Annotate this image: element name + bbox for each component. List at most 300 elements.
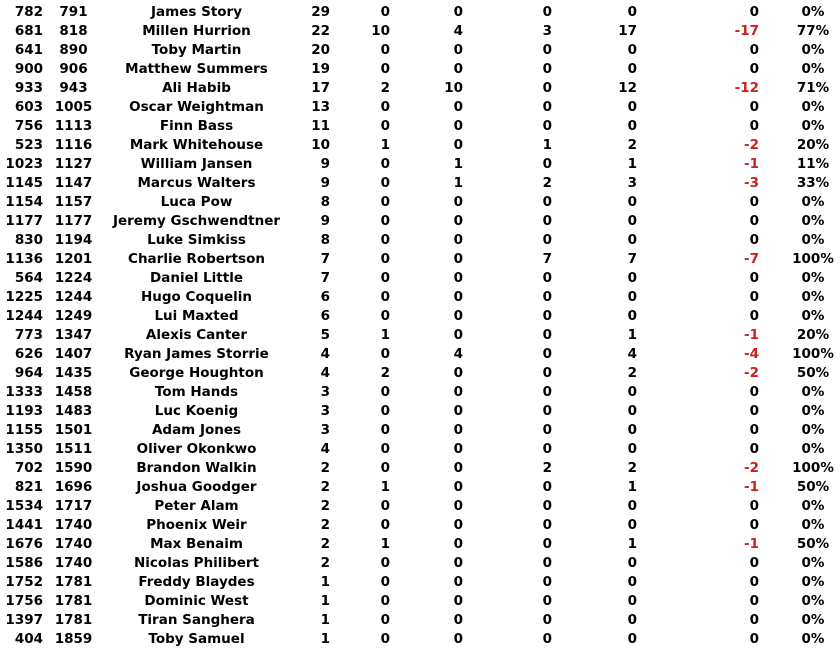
table-cell-value-1: 13 xyxy=(311,99,330,115)
table-cell-value-4: 2 xyxy=(542,460,552,476)
table-cell-delta: 0 xyxy=(749,4,759,20)
table-cell-value-4: 0 xyxy=(542,4,552,20)
table-cell-player-name: Adam Jones xyxy=(151,422,242,438)
table-cell-player-name: Alexis Canter xyxy=(145,327,248,343)
table-cell-delta: 0 xyxy=(749,289,759,305)
table-cell-value-3: 0 xyxy=(453,118,463,134)
table-cell-delta: -1 xyxy=(744,479,759,495)
table-cell-id: 641 xyxy=(14,42,43,58)
table-cell-value-2: 2 xyxy=(380,365,390,381)
table-cell-value-5: 1 xyxy=(627,536,637,552)
table-cell-value-3: 0 xyxy=(453,42,463,58)
table-cell-value-3: 0 xyxy=(453,137,463,153)
table-cell-value-1: 1 xyxy=(320,574,330,590)
table-cell-id: 1244 xyxy=(5,308,43,324)
table-cell-percentage: 100% xyxy=(792,251,834,267)
table-cell-percentage: 20% xyxy=(796,327,830,343)
table-cell-rank: 1483 xyxy=(54,403,93,419)
table-cell-id: 1023 xyxy=(5,156,43,172)
table-cell-value-1: 9 xyxy=(320,213,330,229)
table-row xyxy=(0,554,840,573)
table-cell-value-3: 0 xyxy=(453,4,463,20)
table-row xyxy=(0,212,840,231)
table-cell-rank: 906 xyxy=(59,61,88,77)
table-cell-id: 702 xyxy=(14,460,43,476)
table-cell-delta: 0 xyxy=(749,612,759,628)
table-cell-value-2: 0 xyxy=(380,593,390,609)
table-cell-player-name: Toby Samuel xyxy=(148,631,245,647)
table-cell-value-3: 0 xyxy=(453,517,463,533)
table-cell-player-name: Lui Maxted xyxy=(154,308,239,324)
table-cell-rank: 890 xyxy=(59,42,88,58)
table-cell-percentage: 11% xyxy=(796,156,830,172)
table-cell-rank: 1590 xyxy=(54,460,93,476)
table-cell-percentage: 0% xyxy=(801,42,825,58)
table-cell-id: 1145 xyxy=(5,175,43,191)
table-cell-value-5: 12 xyxy=(618,80,637,96)
table-row xyxy=(0,269,840,288)
table-cell-id: 782 xyxy=(14,4,43,20)
table-cell-percentage: 0% xyxy=(801,612,825,628)
table-cell-value-5: 1 xyxy=(627,156,637,172)
table-cell-value-2: 0 xyxy=(380,460,390,476)
table-cell-value-2: 0 xyxy=(380,441,390,457)
table-cell-value-2: 0 xyxy=(380,308,390,324)
table-cell-value-4: 0 xyxy=(542,80,552,96)
table-cell-value-4: 0 xyxy=(542,213,552,229)
table-cell-percentage: 0% xyxy=(801,498,825,514)
table-cell-value-2: 0 xyxy=(380,232,390,248)
table-cell-value-3: 0 xyxy=(453,365,463,381)
table-cell-player-name: James Story xyxy=(151,4,242,20)
table-cell-delta: -12 xyxy=(734,80,759,96)
table-cell-player-name: Ryan James Storrie xyxy=(124,346,269,362)
table-cell-id: 756 xyxy=(14,118,43,134)
table-cell-id: 1441 xyxy=(5,517,43,533)
table-row xyxy=(0,421,840,440)
table-cell-delta: -1 xyxy=(744,536,759,552)
table-cell-value-5: 0 xyxy=(627,308,637,324)
table-cell-value-5: 0 xyxy=(627,42,637,58)
table-cell-value-3: 4 xyxy=(453,23,463,39)
table-cell-delta: 0 xyxy=(749,99,759,115)
table-cell-value-1: 3 xyxy=(320,403,330,419)
table-cell-delta: 0 xyxy=(749,517,759,533)
table-cell-value-4: 0 xyxy=(542,308,552,324)
table-cell-value-2: 0 xyxy=(380,403,390,419)
table-cell-value-1: 20 xyxy=(311,42,330,58)
table-cell-value-5: 0 xyxy=(627,441,637,457)
table-cell-value-2: 0 xyxy=(380,631,390,647)
table-cell-delta: 0 xyxy=(749,118,759,134)
table-cell-value-4: 0 xyxy=(542,384,552,400)
table-cell-rank: 1249 xyxy=(54,308,93,324)
table-cell-percentage: 0% xyxy=(801,384,825,400)
table-cell-value-2: 0 xyxy=(380,194,390,210)
table-cell-player-name: Luke Simkiss xyxy=(147,232,246,248)
table-cell-rank: 818 xyxy=(59,23,88,39)
table-cell-value-2: 0 xyxy=(380,99,390,115)
table-cell-id: 1136 xyxy=(5,251,43,267)
table-cell-value-5: 2 xyxy=(627,137,637,153)
table-cell-value-4: 0 xyxy=(542,99,552,115)
table-cell-rank: 1201 xyxy=(54,251,93,267)
table-cell-value-3: 0 xyxy=(453,232,463,248)
table-cell-value-5: 0 xyxy=(627,574,637,590)
table-cell-value-5: 0 xyxy=(627,289,637,305)
table-cell-value-3: 0 xyxy=(453,422,463,438)
table-cell-percentage: 0% xyxy=(801,99,825,115)
table-cell-value-1: 1 xyxy=(320,631,330,647)
table-cell-value-5: 0 xyxy=(627,422,637,438)
table-cell-player-name: Charlie Robertson xyxy=(128,251,265,267)
table-cell-percentage: 0% xyxy=(801,118,825,134)
table-cell-id: 564 xyxy=(14,270,43,286)
table-cell-id: 1177 xyxy=(5,213,43,229)
table-cell-player-name: Hugo Coquelin xyxy=(140,289,253,305)
table-cell-value-1: 6 xyxy=(320,308,330,324)
table-cell-value-5: 0 xyxy=(627,232,637,248)
table-cell-value-3: 0 xyxy=(453,61,463,77)
table-cell-value-2: 0 xyxy=(380,346,390,362)
table-cell-value-1: 29 xyxy=(311,4,330,20)
table-cell-id: 1155 xyxy=(5,422,43,438)
table-cell-value-4: 0 xyxy=(542,517,552,533)
table-cell-id: 1154 xyxy=(5,194,43,210)
table-cell-value-1: 10 xyxy=(311,137,330,153)
table-cell-value-1: 7 xyxy=(320,270,330,286)
table-cell-player-name: Brandon Walkin xyxy=(136,460,257,476)
table-row xyxy=(0,193,840,212)
table-cell-value-4: 0 xyxy=(542,593,552,609)
table-cell-value-1: 5 xyxy=(320,327,330,343)
table-row xyxy=(0,383,840,402)
table-cell-player-name: Joshua Goodger xyxy=(136,479,257,495)
table-cell-value-5: 2 xyxy=(627,365,637,381)
table-cell-value-1: 7 xyxy=(320,251,330,267)
table-cell-rank: 1177 xyxy=(54,213,93,229)
table-cell-id: 821 xyxy=(14,479,43,495)
table-cell-value-4: 1 xyxy=(542,137,552,153)
table-cell-value-5: 0 xyxy=(627,403,637,419)
table-cell-value-3: 0 xyxy=(453,213,463,229)
table-cell-value-2: 1 xyxy=(380,479,390,495)
table-cell-value-3: 0 xyxy=(453,289,463,305)
table-cell-value-5: 0 xyxy=(627,194,637,210)
table-cell-percentage: 0% xyxy=(801,4,825,20)
table-cell-player-name: Dominic West xyxy=(144,593,249,609)
table-cell-delta: 0 xyxy=(749,631,759,647)
table-cell-value-1: 11 xyxy=(311,118,330,134)
table-cell-id: 1350 xyxy=(5,441,43,457)
table-cell-player-name: Ali Habib xyxy=(162,80,231,96)
table-cell-value-4: 0 xyxy=(542,346,552,362)
table-row xyxy=(0,402,840,421)
table-cell-value-2: 0 xyxy=(380,517,390,533)
table-cell-value-1: 9 xyxy=(320,175,330,191)
table-row xyxy=(0,22,840,41)
table-cell-delta: -2 xyxy=(744,365,759,381)
table-cell-player-name: Mark Whitehouse xyxy=(129,137,264,153)
table-cell-value-5: 0 xyxy=(627,593,637,609)
table-cell-delta: 0 xyxy=(749,403,759,419)
table-cell-value-4: 0 xyxy=(542,42,552,58)
table-cell-percentage: 0% xyxy=(801,61,825,77)
table-cell-delta: 0 xyxy=(749,232,759,248)
table-cell-value-2: 1 xyxy=(380,536,390,552)
table-cell-rank: 791 xyxy=(59,4,88,20)
table-cell-percentage: 0% xyxy=(801,194,825,210)
table-cell-delta: -1 xyxy=(744,156,759,172)
table-cell-value-1: 22 xyxy=(311,23,330,39)
table-cell-value-4: 0 xyxy=(542,536,552,552)
table-cell-value-3: 0 xyxy=(453,308,463,324)
table-cell-value-1: 2 xyxy=(320,498,330,514)
table-row xyxy=(0,497,840,516)
table-cell-rank: 1781 xyxy=(54,593,93,609)
table-row xyxy=(0,136,840,155)
table-cell-value-1: 4 xyxy=(320,346,330,362)
table-row xyxy=(0,41,840,60)
table-cell-value-5: 0 xyxy=(627,555,637,571)
table-cell-percentage: 71% xyxy=(796,80,830,96)
table-cell-percentage: 0% xyxy=(801,422,825,438)
table-cell-value-4: 3 xyxy=(542,23,552,39)
table-cell-delta: -2 xyxy=(744,460,759,476)
table-cell-rank: 1224 xyxy=(54,270,93,286)
table-cell-value-1: 8 xyxy=(320,194,330,210)
table-cell-percentage: 0% xyxy=(801,308,825,324)
table-cell-value-4: 0 xyxy=(542,194,552,210)
table-cell-value-4: 0 xyxy=(542,441,552,457)
table-row xyxy=(0,516,840,535)
table-cell-value-1: 1 xyxy=(320,593,330,609)
table-cell-rank: 1116 xyxy=(54,137,93,153)
table-cell-value-2: 0 xyxy=(380,251,390,267)
table-cell-delta: 0 xyxy=(749,441,759,457)
table-cell-rank: 1501 xyxy=(54,422,93,438)
table-cell-value-3: 1 xyxy=(453,175,463,191)
table-cell-delta: 0 xyxy=(749,574,759,590)
table-row xyxy=(0,611,840,630)
table-cell-delta: 0 xyxy=(749,422,759,438)
table-cell-id: 1397 xyxy=(5,612,43,628)
table-cell-percentage: 0% xyxy=(801,631,825,647)
table-row xyxy=(0,573,840,592)
table-cell-value-2: 2 xyxy=(380,80,390,96)
table-cell-player-name: Finn Bass xyxy=(159,118,234,134)
table-cell-value-2: 0 xyxy=(380,498,390,514)
table-row xyxy=(0,345,840,364)
table-cell-delta: -2 xyxy=(744,137,759,153)
table-cell-rank: 1194 xyxy=(54,232,93,248)
table-cell-value-3: 0 xyxy=(453,555,463,571)
table-row xyxy=(0,155,840,174)
table-row xyxy=(0,117,840,136)
table-cell-value-3: 4 xyxy=(453,346,463,362)
table-cell-id: 404 xyxy=(14,631,43,647)
table-cell-player-name: George Houghton xyxy=(129,365,264,381)
table-cell-rank: 1113 xyxy=(54,118,93,134)
table-cell-id: 1534 xyxy=(5,498,43,514)
table-cell-rank: 1157 xyxy=(54,194,93,210)
table-cell-delta: -17 xyxy=(734,23,759,39)
table-cell-player-name: Tiran Sanghera xyxy=(138,612,255,628)
table-cell-delta: 0 xyxy=(749,555,759,571)
table-cell-value-4: 0 xyxy=(542,422,552,438)
table-cell-player-name: Nicolas Philibert xyxy=(134,555,259,571)
table-cell-delta: 0 xyxy=(749,384,759,400)
table-cell-player-name: Oscar Weightman xyxy=(129,99,264,115)
table-row xyxy=(0,592,840,611)
table-cell-id: 626 xyxy=(14,346,43,362)
table-cell-rank: 1740 xyxy=(54,517,93,533)
table-cell-percentage: 50% xyxy=(796,365,830,381)
table-cell-value-5: 0 xyxy=(627,4,637,20)
table-cell-percentage: 77% xyxy=(796,23,830,39)
table-cell-value-2: 0 xyxy=(380,422,390,438)
table-cell-rank: 1696 xyxy=(54,479,93,495)
table-cell-value-3: 0 xyxy=(453,384,463,400)
table-cell-rank: 1347 xyxy=(54,327,93,343)
table-cell-delta: -3 xyxy=(744,175,759,191)
table-cell-value-3: 0 xyxy=(453,99,463,115)
table-row xyxy=(0,440,840,459)
table-cell-value-2: 1 xyxy=(380,137,390,153)
table-cell-value-2: 0 xyxy=(380,156,390,172)
table-cell-value-5: 17 xyxy=(618,23,637,39)
table-cell-delta: -4 xyxy=(744,346,759,362)
table-cell-delta: 0 xyxy=(749,213,759,229)
table-cell-delta: 0 xyxy=(749,194,759,210)
table-cell-percentage: 0% xyxy=(801,593,825,609)
table-cell-value-5: 0 xyxy=(627,384,637,400)
table-cell-player-name: Tom Hands xyxy=(154,384,239,400)
table-cell-value-2: 0 xyxy=(380,118,390,134)
table-cell-rank: 1435 xyxy=(54,365,93,381)
table-cell-player-name: Phoenix Weir xyxy=(146,517,247,533)
table-cell-delta: -7 xyxy=(744,251,759,267)
table-cell-delta: 0 xyxy=(749,498,759,514)
table-cell-value-3: 0 xyxy=(453,327,463,343)
table-cell-value-1: 4 xyxy=(320,441,330,457)
table-cell-id: 1586 xyxy=(5,555,43,571)
table-cell-player-name: William Jansen xyxy=(140,156,253,172)
table-cell-id: 1225 xyxy=(5,289,43,305)
table-cell-value-1: 2 xyxy=(320,536,330,552)
table-cell-player-name: Toby Martin xyxy=(151,42,242,58)
table-cell-value-2: 0 xyxy=(380,270,390,286)
table-cell-delta: 0 xyxy=(749,61,759,77)
table-row xyxy=(0,326,840,345)
table-cell-value-4: 0 xyxy=(542,403,552,419)
table-cell-id: 830 xyxy=(14,232,43,248)
table-cell-value-4: 0 xyxy=(542,498,552,514)
table-cell-player-name: Jeremy Gschwendtner xyxy=(112,213,281,229)
table-row xyxy=(0,174,840,193)
table-cell-value-3: 0 xyxy=(453,403,463,419)
table-cell-rank: 1781 xyxy=(54,574,93,590)
table-cell-value-3: 0 xyxy=(453,270,463,286)
table-cell-value-1: 2 xyxy=(320,517,330,533)
table-cell-value-5: 4 xyxy=(627,346,637,362)
table-cell-percentage: 100% xyxy=(792,346,834,362)
table-cell-player-name: Max Benaim xyxy=(150,536,243,552)
table-cell-value-1: 6 xyxy=(320,289,330,305)
table-cell-value-1: 4 xyxy=(320,365,330,381)
table-cell-value-2: 0 xyxy=(380,574,390,590)
table-row xyxy=(0,459,840,478)
table-cell-id: 933 xyxy=(14,80,43,96)
table-cell-value-3: 10 xyxy=(444,80,463,96)
table-cell-percentage: 100% xyxy=(792,460,834,476)
table-cell-value-1: 2 xyxy=(320,479,330,495)
table-cell-value-2: 0 xyxy=(380,4,390,20)
table-cell-value-5: 0 xyxy=(627,498,637,514)
table-cell-percentage: 0% xyxy=(801,517,825,533)
table-row xyxy=(0,478,840,497)
table-cell-value-4: 0 xyxy=(542,61,552,77)
table-cell-id: 1756 xyxy=(5,593,43,609)
table-cell-value-3: 0 xyxy=(453,536,463,552)
table-cell-value-5: 0 xyxy=(627,99,637,115)
table-cell-rank: 1005 xyxy=(54,99,93,115)
table-row xyxy=(0,364,840,383)
table-cell-value-3: 0 xyxy=(453,612,463,628)
table-cell-rank: 1859 xyxy=(54,631,93,647)
table-cell-percentage: 0% xyxy=(801,555,825,571)
table-cell-value-4: 0 xyxy=(542,631,552,647)
table-row xyxy=(0,535,840,554)
table-row xyxy=(0,60,840,79)
table-cell-value-5: 2 xyxy=(627,460,637,476)
table-cell-id: 1193 xyxy=(5,403,43,419)
table-cell-player-name: Luc Koenig xyxy=(154,403,239,419)
table-cell-delta: 0 xyxy=(749,42,759,58)
table-cell-value-5: 7 xyxy=(627,251,637,267)
table-row xyxy=(0,307,840,326)
table-cell-player-name: Matthew Summers xyxy=(125,61,268,77)
table-cell-id: 773 xyxy=(14,327,43,343)
table-cell-value-5: 0 xyxy=(627,118,637,134)
table-row xyxy=(0,250,840,269)
table-cell-percentage: 0% xyxy=(801,232,825,248)
table-cell-value-1: 17 xyxy=(311,80,330,96)
table-cell-value-3: 0 xyxy=(453,441,463,457)
table-cell-value-1: 1 xyxy=(320,612,330,628)
table-cell-value-2: 0 xyxy=(380,61,390,77)
table-row xyxy=(0,630,840,649)
table-cell-value-3: 0 xyxy=(453,631,463,647)
table-cell-id: 900 xyxy=(14,61,43,77)
table-cell-rank: 1511 xyxy=(54,441,93,457)
table-cell-id: 603 xyxy=(14,99,43,115)
table-cell-value-4: 0 xyxy=(542,555,552,571)
table-cell-value-3: 0 xyxy=(453,460,463,476)
table-cell-percentage: 0% xyxy=(801,213,825,229)
table-cell-value-1: 3 xyxy=(320,422,330,438)
table-cell-value-5: 0 xyxy=(627,213,637,229)
table-cell-rank: 1147 xyxy=(54,175,93,191)
table-cell-value-5: 1 xyxy=(627,327,637,343)
table-cell-delta: -1 xyxy=(744,327,759,343)
table-cell-player-name: Millen Hurrion xyxy=(142,23,251,39)
table-cell-rank: 1244 xyxy=(54,289,93,305)
table-cell-value-2: 0 xyxy=(380,289,390,305)
table-cell-rank: 1740 xyxy=(54,536,93,552)
table-cell-value-4: 0 xyxy=(542,574,552,590)
table-cell-rank: 1740 xyxy=(54,555,93,571)
